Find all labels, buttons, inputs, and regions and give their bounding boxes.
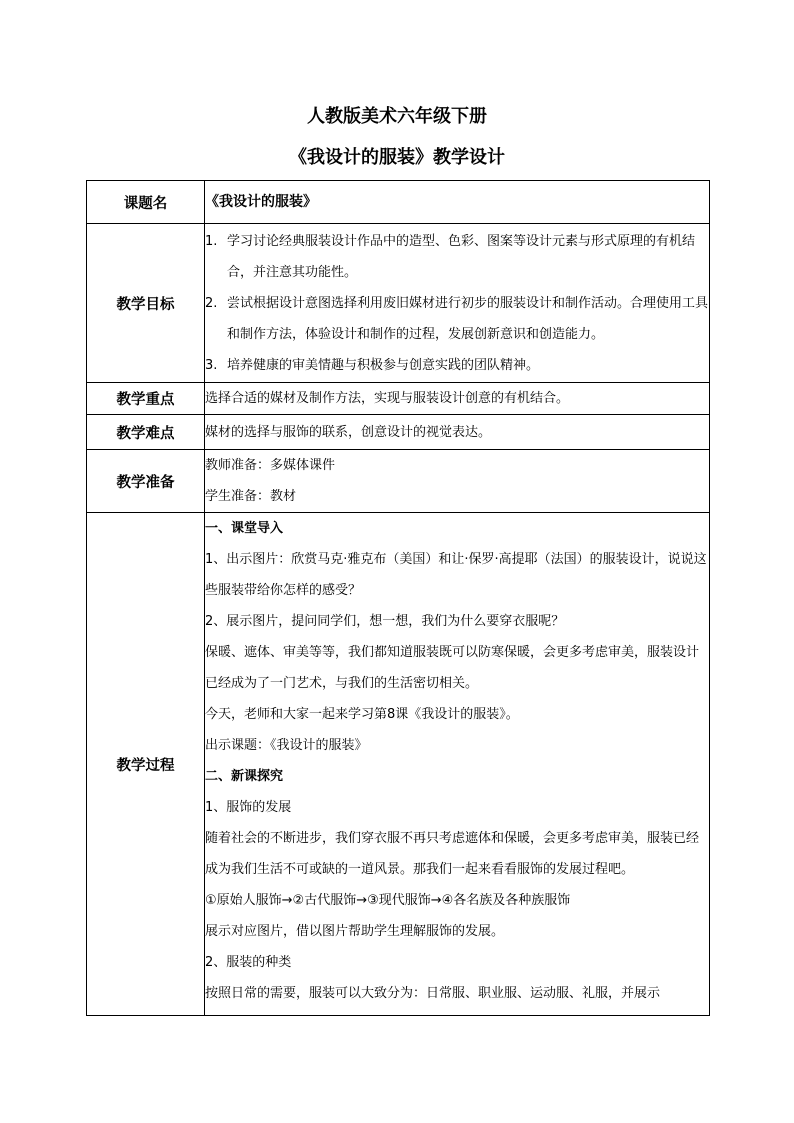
process-lines [205, 513, 709, 1014]
lesson-name-label: 课题名 [87, 181, 205, 224]
process-paragraph: 2、服装的种类 [205, 955, 292, 970]
process-content [205, 513, 710, 1016]
process-paragraph: ①原始人服饰→②古代服饰→③现代服饰→④各名族及各种族服饰 [205, 893, 571, 908]
objectives-list [205, 226, 709, 381]
objective-item [205, 350, 709, 381]
objective-text: 学习讨论经典服装设计作品中的造型、色彩、图案等设计元素与形式原理的有机结合，并注意其功能性。 [227, 233, 696, 280]
process-paragraph: 今天，老师和大家一起来学习第8课《我设计的服装》。 [205, 707, 519, 722]
key-points-label: 教学重点 [87, 383, 205, 415]
process-paragraph: 2、展示图片，提问同学们，想一想，我们为什么要穿衣服呢？ [205, 614, 565, 629]
process-paragraph: 保暖、遮体、审美等等，我们都知道服装既可以防寒保暖，会更多考虑审美，服装设计已经成为了一门艺术，与我们的生活密切相关。 [205, 645, 700, 691]
objective-text: 培养健康的审美情趣与积极参与创意实践的团队精神。 [227, 357, 540, 373]
process-section-heading: 二、新课探究 [205, 769, 284, 784]
objective-item [205, 288, 709, 350]
process-section-heading: 一、课堂导入 [205, 521, 284, 536]
process-paragraph: 1、服饰的发展 [205, 800, 292, 815]
row-key-points [87, 383, 710, 415]
objective-text: 尝试根据设计意图选择利用废旧媒材进行初步的服装设计和制作活动。合理使用工具和制作方法，体验设计和制作的过程，发展创新意识和创造能力。 [227, 295, 709, 342]
objective-number: 2. [205, 295, 218, 311]
objectives-content [205, 224, 710, 383]
student-preparation: 学生准备：教材 [205, 489, 297, 504]
process-paragraph: 出示课题：《我设计的服装》 [205, 738, 368, 753]
objective-number: 3. [205, 357, 218, 373]
lesson-name-value: 《我设计的服装》 [205, 181, 710, 224]
objective-number: 1. [205, 233, 218, 249]
process-paragraph: 按照日常的需要，服装可以大致分为：日常服、职业服、运动服、礼服，并展示 [205, 986, 661, 1001]
document-title: 人教版美术六年级下册 [307, 106, 487, 127]
process-paragraph: 展示对应图片，借以图片帮助学生理解服饰的发展。 [205, 924, 505, 939]
objectives-label: 教学目标 [87, 224, 205, 383]
row-objectives [87, 224, 710, 383]
difficulties-label: 教学难点 [87, 415, 205, 450]
teacher-preparation: 教师准备：多媒体课件 [205, 458, 336, 473]
key-points-value: 选择合适的媒材及制作方法，实现与服装设计创意的有机结合。 [205, 383, 710, 415]
preparation-content [205, 450, 710, 513]
row-process [87, 513, 710, 1016]
process-paragraph: 随着社会的不断进步，我们穿衣服不再只考虑遮体和保暖，会更多考虑审美，服装已经成为我们生活不可或缺的一道风景。那我们一起来看看服饰的发展过程吧。 [205, 831, 700, 877]
process-label: 教学过程 [87, 513, 205, 1016]
row-preparation [87, 450, 710, 513]
preparation-label: 教学准备 [87, 450, 205, 513]
objective-item [205, 226, 709, 288]
process-paragraph: 1、出示图片：欣赏马克·雅克布（美国）和让·保罗·高提耶（法国）的服装设计，说说这些服装带给你怎样的感受？ [205, 552, 707, 598]
lesson-plan-table [86, 180, 710, 1016]
row-lesson-name [87, 181, 710, 224]
row-difficulties [87, 415, 710, 450]
document-subtitle: 《我设计的服装》教学设计 [289, 147, 505, 168]
difficulties-value: 媒材的选择与服饰的联系，创意设计的视觉表达。 [205, 415, 710, 450]
